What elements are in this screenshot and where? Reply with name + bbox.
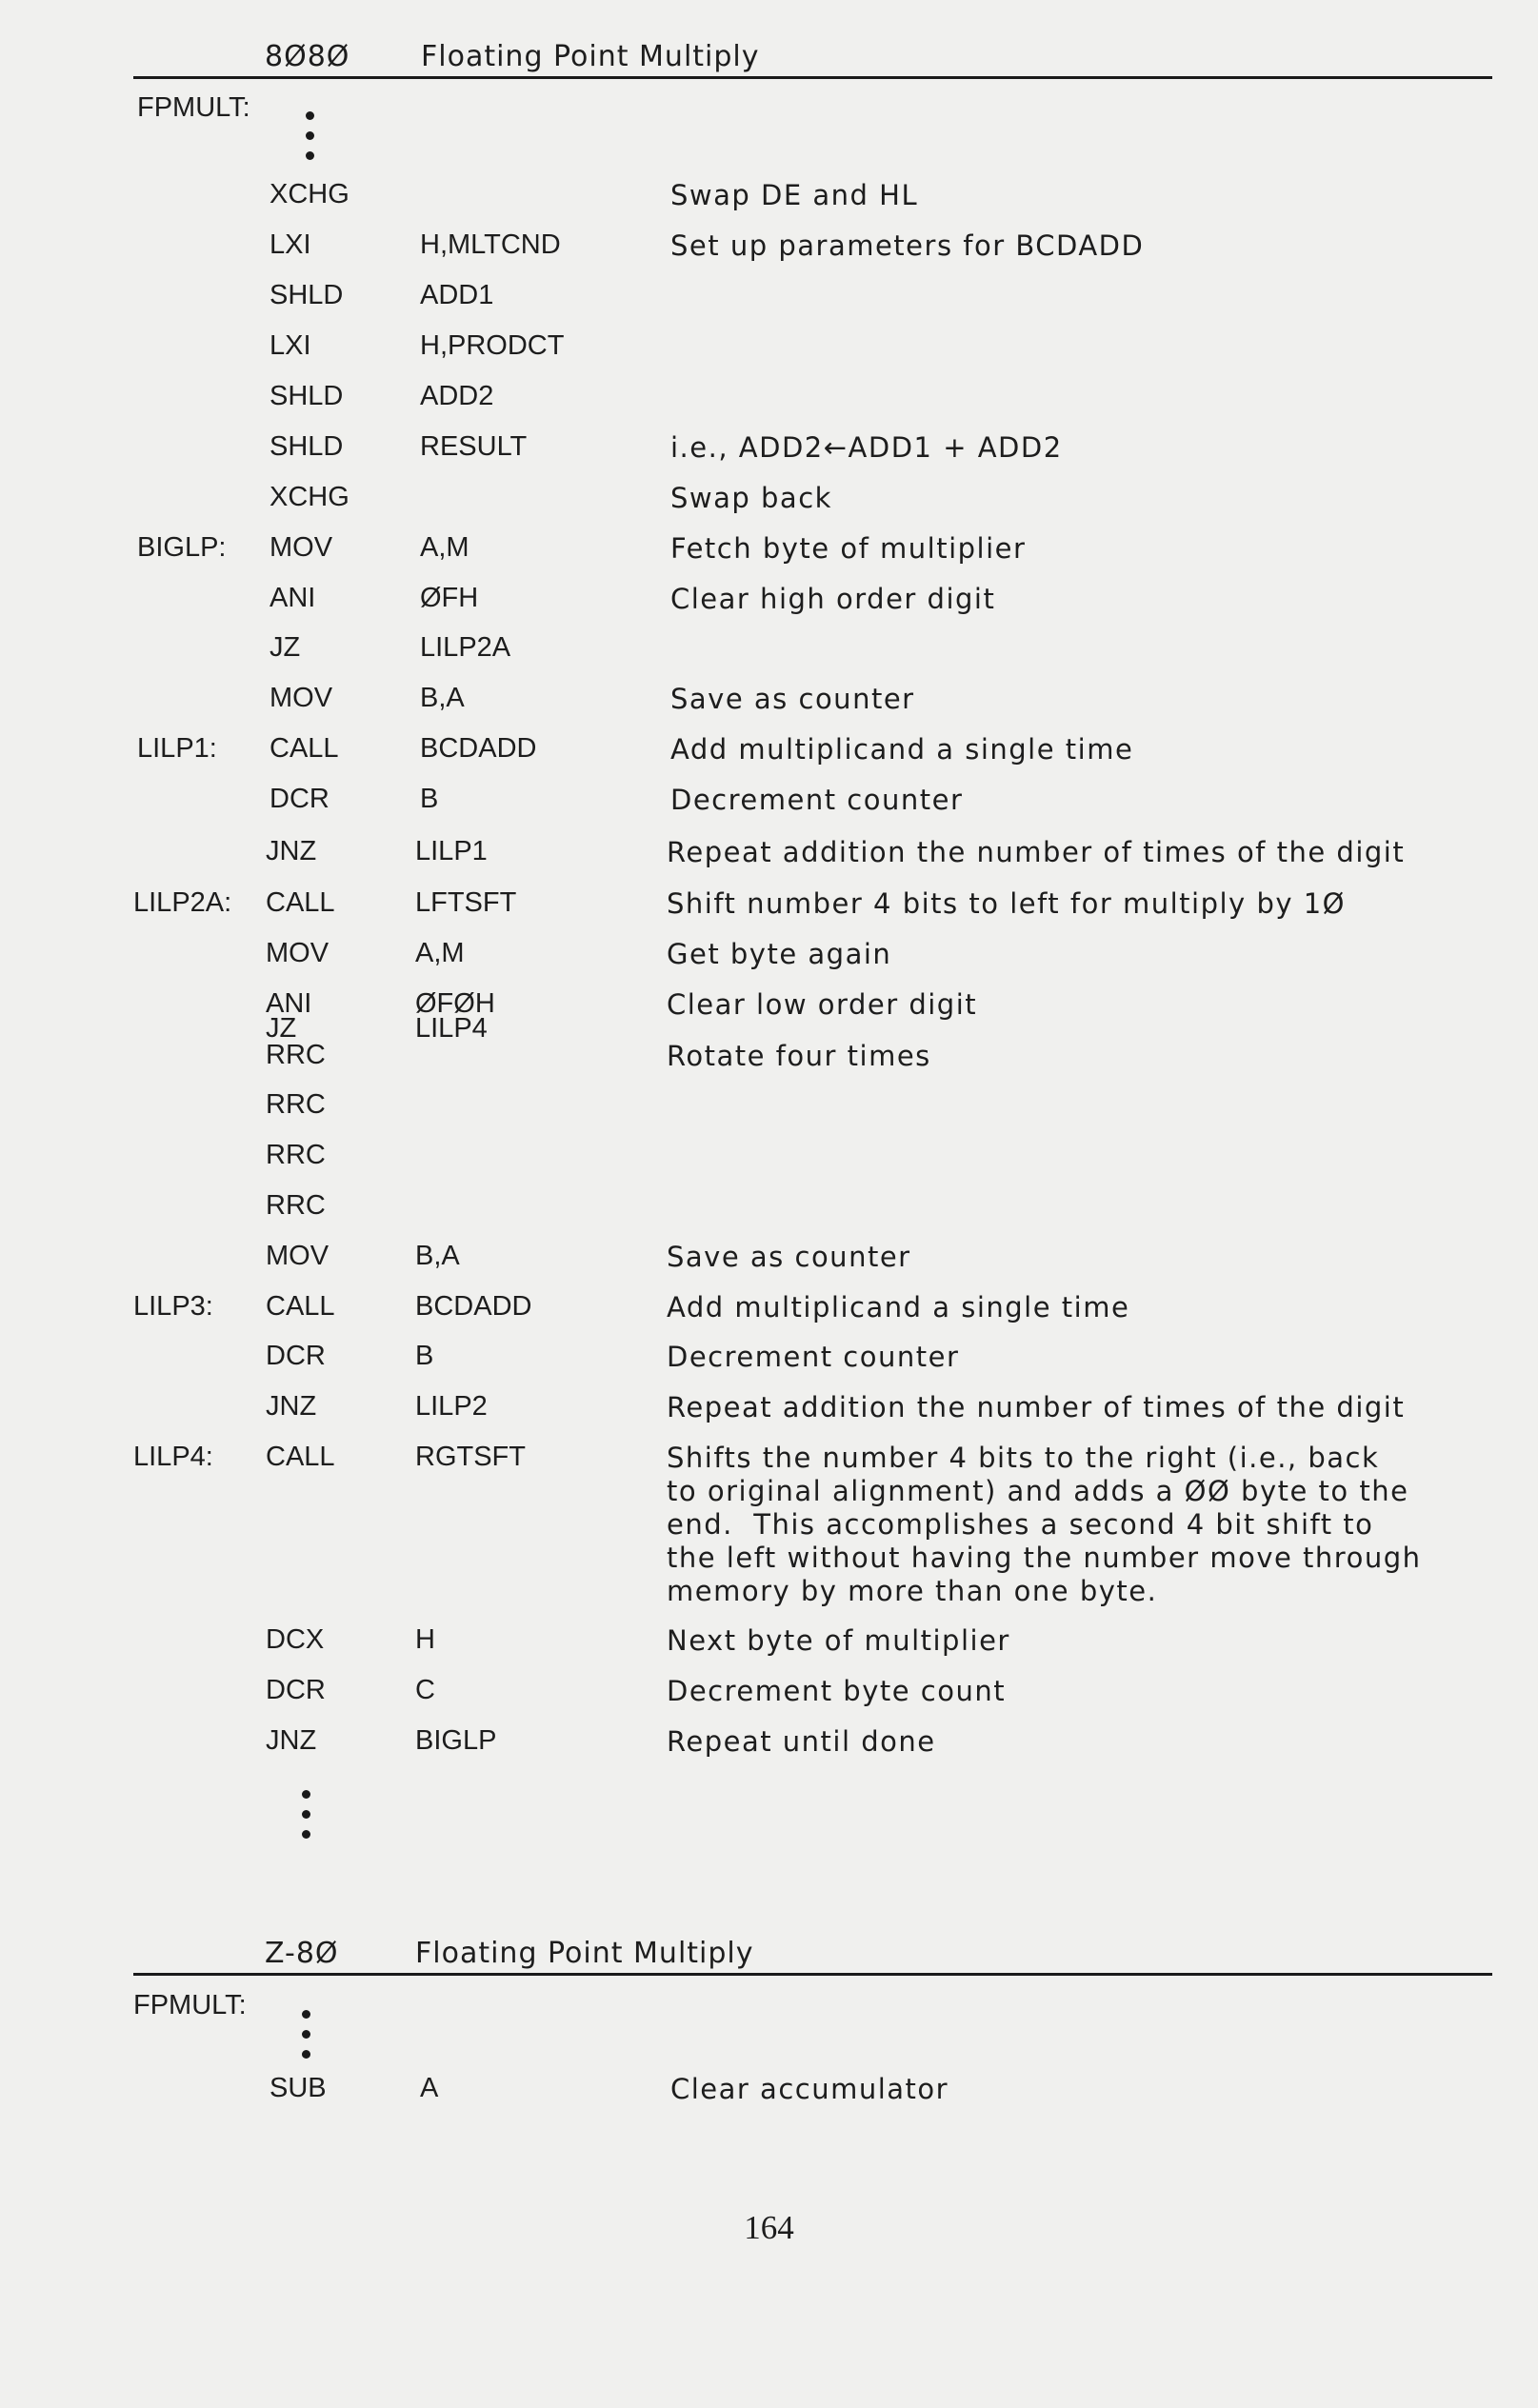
code-label: BIGLP: [137, 532, 227, 563]
code-arg: ØFØH [415, 988, 495, 1019]
code-comment: Repeat addition the number of times of the digit [667, 836, 1406, 868]
code-op: RRC [266, 1190, 326, 1221]
code-arg: ADD1 [420, 280, 494, 310]
code-op: MOV [266, 1241, 330, 1271]
code-comment: Add multiplicand a single time [667, 1291, 1130, 1323]
code-arg: B [420, 784, 439, 814]
code-comment: Decrement counter [667, 1341, 960, 1373]
code-arg: BIGLP [415, 1725, 497, 1756]
code-comment: Swap back [670, 482, 832, 514]
code-op: JNZ [266, 1391, 317, 1422]
code-arg: B,A [415, 1241, 460, 1271]
code-op: LXI [270, 229, 311, 260]
code-arg: B [415, 1341, 434, 1371]
code-label: LILP3: [133, 1291, 213, 1322]
code-op: CALL [270, 733, 339, 764]
section-8080-rule [133, 76, 1492, 79]
code-arg: A,M [420, 532, 469, 563]
code-op: JNZ [266, 836, 317, 866]
code-arg: BCDADD [415, 1291, 532, 1322]
code-label: LILP1: [137, 733, 217, 764]
code-arg: RESULT [420, 431, 528, 462]
code-arg: ØFH [420, 583, 479, 613]
code-arg: LILP2 [415, 1391, 488, 1422]
code-comment: Decrement counter [670, 784, 964, 816]
code-op: JZ [266, 1013, 297, 1044]
ellipsis-vertical-icon [306, 111, 315, 171]
code-comment: Swap DE and HL [670, 179, 919, 211]
code-comment: Repeat addition the number of times of the digit [667, 1391, 1406, 1423]
code-comment: Decrement byte count [667, 1675, 1007, 1707]
code-comment: Repeat until done [667, 1725, 936, 1758]
section-z80-title: Floating Point Multiply [415, 1937, 754, 1970]
code-op: MOV [270, 683, 333, 713]
code-comment: Get byte again [667, 938, 892, 970]
code-op: JNZ [266, 1725, 317, 1756]
code-op: MOV [270, 532, 333, 563]
code-op: DCR [266, 1675, 326, 1705]
code-arg: BCDADD [420, 733, 537, 764]
section-8080-title: Floating Point Multiply [421, 40, 760, 73]
code-op: ANI [270, 583, 316, 613]
ellipsis-vertical-icon [302, 2010, 311, 2070]
code-arg: A [420, 2073, 439, 2103]
code-op: SHLD [270, 280, 344, 310]
code-op: DCX [266, 1624, 325, 1655]
code-arg: LILP4 [415, 1013, 488, 1044]
code-arg: LILP2A [420, 632, 511, 663]
code-comment: Shifts the number 4 bits to the right (i.e., back to original alignment) and adds a ØØ byte to the end. This accomplishes a second 4 bit shift to the left without having the number move through memory by more than one byte. [667, 1442, 1422, 1607]
code-arg: H [415, 1624, 435, 1655]
code-label: LILP2A: [133, 887, 232, 918]
code-op: DCR [266, 1341, 326, 1371]
code-comment: Save as counter [667, 1241, 911, 1273]
code-op: SHLD [270, 381, 344, 411]
code-op: SHLD [270, 431, 344, 462]
section-z80-rule [133, 1973, 1492, 1976]
code-comment: Rotate four times [667, 1040, 931, 1072]
code-op: JZ [270, 632, 301, 663]
code-arg: C [415, 1675, 435, 1705]
code-comment: Shift number 4 bits to left for multiply by 1Ø [667, 887, 1347, 920]
routine-label-8080: FPMULT: [137, 92, 250, 123]
code-op: MOV [266, 938, 330, 968]
code-comment: Fetch byte of multiplier [670, 532, 1027, 565]
code-op: CALL [266, 887, 335, 918]
code-arg: LFTSFT [415, 887, 517, 918]
ellipsis-vertical-icon [302, 1790, 311, 1850]
code-arg: RGTSFT [415, 1442, 526, 1472]
code-op: LXI [270, 330, 311, 361]
code-op: ANI [266, 988, 312, 1019]
code-arg: H,MLTCND [420, 229, 561, 260]
code-op: RRC [266, 1040, 326, 1070]
code-arg: B,A [420, 683, 465, 713]
code-comment: Clear accumulator [670, 2073, 949, 2105]
code-comment: Save as counter [670, 683, 915, 715]
code-arg: ADD2 [420, 381, 494, 411]
code-label: LILP4: [133, 1442, 213, 1472]
section-8080-number: 8Ø8Ø [265, 40, 350, 73]
code-op: CALL [266, 1442, 335, 1472]
code-comment: i.e., ADD2←ADD1 + ADD2 [670, 431, 1063, 464]
code-op: DCR [270, 784, 330, 814]
code-arg: LILP1 [415, 836, 488, 866]
code-arg: A,M [415, 938, 465, 968]
code-comment: Add multiplicand a single time [670, 733, 1134, 766]
code-op: RRC [266, 1089, 326, 1120]
code-op: XCHG [270, 482, 350, 512]
page-number: 164 [744, 2209, 794, 2246]
code-op: XCHG [270, 179, 350, 209]
section-z80-number: Z-8Ø [265, 1937, 339, 1970]
code-op: RRC [266, 1140, 326, 1170]
code-comment: Set up parameters for BCDADD [670, 229, 1145, 262]
code-comment: Clear low order digit [667, 988, 978, 1021]
routine-label-z80: FPMULT: [133, 1990, 247, 2020]
code-arg: H,PRODCT [420, 330, 565, 361]
code-comment: Clear high order digit [670, 583, 996, 615]
code-comment: Next byte of multiplier [667, 1624, 1010, 1657]
code-op: SUB [270, 2073, 327, 2103]
code-op: CALL [266, 1291, 335, 1322]
